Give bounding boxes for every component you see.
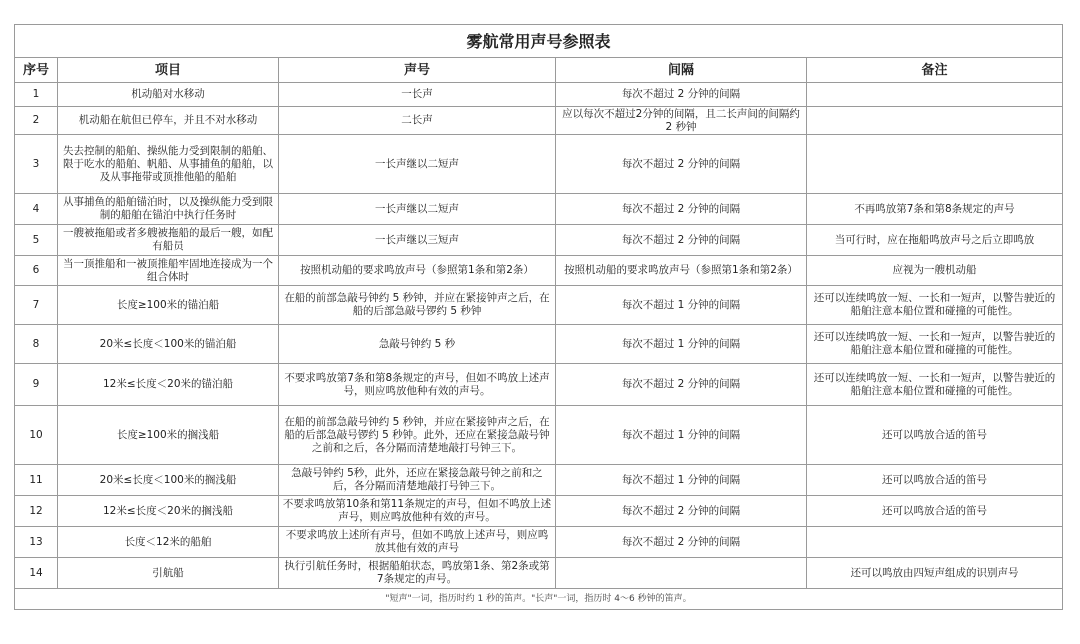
cell-remark: 还可以鸣放由四短声组成的识别声号	[807, 558, 1063, 589]
cell-no: 5	[15, 225, 58, 256]
cell-interval: 每次不超过 2 分钟的间隔	[556, 135, 807, 194]
table-row	[15, 364, 1063, 406]
header-remark: 备注	[807, 58, 1063, 83]
cell-item: 长度≥100米的搁浅船	[58, 406, 279, 465]
cell-item: 20米≤长度＜100米的锚泊船	[58, 325, 279, 364]
cell-no: 4	[15, 194, 58, 225]
header-item: 项目	[58, 58, 279, 83]
cell-no: 11	[15, 465, 58, 496]
cell-remark	[807, 107, 1063, 135]
cell-remark: 还可以鸣放合适的笛号	[807, 465, 1063, 496]
cell-signal: 一长声	[279, 83, 556, 107]
cell-item: 一艘被拖船或者多艘被拖船的最后一艘，如配有船员	[58, 225, 279, 256]
footnote: "短声"一词，指历时约 1 秒的笛声。"长声"一词，指历时 4～6 秒钟的笛声。	[15, 589, 1063, 610]
table-row	[15, 527, 1063, 558]
table-title: 雾航常用声号参照表	[15, 25, 1063, 58]
cell-interval: 每次不超过 1 分钟的间隔	[556, 465, 807, 496]
cell-signal: 按照机动船的要求鸣放声号（参照第1条和第2条）	[279, 256, 556, 286]
cell-interval: 每次不超过 2 分钟的间隔	[556, 364, 807, 406]
cell-no: 3	[15, 135, 58, 194]
cell-signal: 一长声继以三短声	[279, 225, 556, 256]
table-row	[15, 256, 1063, 286]
cell-interval: 每次不超过 1 分钟的间隔	[556, 406, 807, 465]
table-row	[15, 325, 1063, 364]
cell-item: 机动船对水移动	[58, 83, 279, 107]
cell-no: 9	[15, 364, 58, 406]
cell-interval: 每次不超过 2 分钟的间隔	[556, 194, 807, 225]
table-row	[15, 286, 1063, 325]
table-row	[15, 406, 1063, 465]
cell-item: 长度＜12米的船舶	[58, 527, 279, 558]
cell-no: 12	[15, 496, 58, 527]
cell-item: 失去控制的船舶、操纵能力受到限制的船舶、限于吃水的船舶、帆船、从事捕鱼的船舶，以及从事拖带或顶推他船的船舶	[58, 135, 279, 194]
cell-remark	[807, 135, 1063, 194]
header-signal: 声号	[279, 58, 556, 83]
table-row	[15, 558, 1063, 589]
header-row	[15, 58, 1063, 83]
cell-signal: 在船的前部急敲号钟约 5 秒钟，并应在紧接钟声之后，在船的后部急敲号锣约 5 秒钟	[279, 286, 556, 325]
cell-signal: 不要求鸣放上述所有声号，但如不鸣放上述声号，则应鸣放其他有效的声号	[279, 527, 556, 558]
cell-remark: 还可以鸣放合适的笛号	[807, 406, 1063, 465]
cell-no: 1	[15, 83, 58, 107]
cell-signal: 急敲号钟约 5 秒	[279, 325, 556, 364]
cell-signal: 在船的前部急敲号钟约 5 秒钟，并应在紧接钟声之后，在船的后部急敲号锣约 5 秒钟。此外，还应在紧接急敲号钟之前和之后，各分隔而清楚地敲打号钟三下。	[279, 406, 556, 465]
cell-signal: 急敲号钟约 5秒，此外，还应在紧接急敲号钟之前和之后，各分隔而清楚地敲打号钟三下。	[279, 465, 556, 496]
cell-interval: 按照机动船的要求鸣放声号（参照第1条和第2条）	[556, 256, 807, 286]
cell-signal: 一长声继以二短声	[279, 135, 556, 194]
table-row	[15, 135, 1063, 194]
cell-item: 从事捕鱼的船舶锚泊时，以及操纵能力受到限制的船舶在锚泊中执行任务时	[58, 194, 279, 225]
cell-no: 14	[15, 558, 58, 589]
table-row	[15, 83, 1063, 107]
cell-interval: 每次不超过 2 分钟的间隔	[556, 527, 807, 558]
cell-signal: 执行引航任务时，根据船舶状态，鸣放第1条、第2条或第7条规定的声号。	[279, 558, 556, 589]
cell-item: 12米≤长度＜20米的搁浅船	[58, 496, 279, 527]
header-no: 序号	[15, 58, 58, 83]
cell-interval: 每次不超过 2 分钟的间隔	[556, 83, 807, 107]
cell-signal: 不要求鸣放第10条和第11条规定的声号，但如不鸣放上述声号，则应鸣放他种有效的声号。	[279, 496, 556, 527]
table-row	[15, 225, 1063, 256]
cell-no: 2	[15, 107, 58, 135]
cell-no: 6	[15, 256, 58, 286]
header-interval: 间隔	[556, 58, 807, 83]
cell-remark	[807, 527, 1063, 558]
cell-item: 机动船在航但已停车，并且不对水移动	[58, 107, 279, 135]
cell-remark: 不再鸣放第7条和第8条规定的声号	[807, 194, 1063, 225]
cell-remark: 还可以鸣放合适的笛号	[807, 496, 1063, 527]
cell-signal: 一长声继以二短声	[279, 194, 556, 225]
cell-interval: 每次不超过 2 分钟的间隔	[556, 225, 807, 256]
cell-no: 13	[15, 527, 58, 558]
table-row	[15, 496, 1063, 527]
reference-table-sheet	[14, 24, 1062, 610]
cell-item: 当一顶推船和一被顶推船牢固地连接成为一个组合体时	[58, 256, 279, 286]
cell-item: 引航船	[58, 558, 279, 589]
cell-signal: 二长声	[279, 107, 556, 135]
cell-item: 长度≥100米的锚泊船	[58, 286, 279, 325]
cell-no: 8	[15, 325, 58, 364]
table-row	[15, 194, 1063, 225]
cell-interval: 每次不超过 1 分钟的间隔	[556, 286, 807, 325]
cell-no: 10	[15, 406, 58, 465]
cell-item: 20米≤长度＜100米的搁浅船	[58, 465, 279, 496]
cell-interval: 应以每次不超过2分钟的间隔，且二长声间的间隔约 2 秒钟	[556, 107, 807, 135]
cell-interval: 每次不超过 2 分钟的间隔	[556, 496, 807, 527]
table-row	[15, 465, 1063, 496]
table-row	[15, 107, 1063, 135]
cell-no: 7	[15, 286, 58, 325]
cell-item: 12米≤长度＜20米的锚泊船	[58, 364, 279, 406]
cell-remark: 当可行时，应在拖船鸣放声号之后立即鸣放	[807, 225, 1063, 256]
cell-interval: 每次不超过 1 分钟的间隔	[556, 325, 807, 364]
cell-remark: 应视为一艘机动船	[807, 256, 1063, 286]
cell-remark: 还可以连续鸣放一短、一长和一短声，以警告驶近的船舶注意本船位置和碰撞的可能性。	[807, 286, 1063, 325]
cell-remark	[807, 83, 1063, 107]
cell-interval	[556, 558, 807, 589]
cell-signal: 不要求鸣放第7条和第8条规定的声号，但如不鸣放上述声号，则应鸣放他种有效的声号。	[279, 364, 556, 406]
cell-remark: 还可以连续鸣放一短、一长和一短声，以警告驶近的船舶注意本船位置和碰撞的可能性。	[807, 364, 1063, 406]
cell-remark: 还可以连续鸣放一短、一长和一短声，以警告驶近的船舶注意本船位置和碰撞的可能性。	[807, 325, 1063, 364]
signal-reference-table	[14, 24, 1063, 610]
